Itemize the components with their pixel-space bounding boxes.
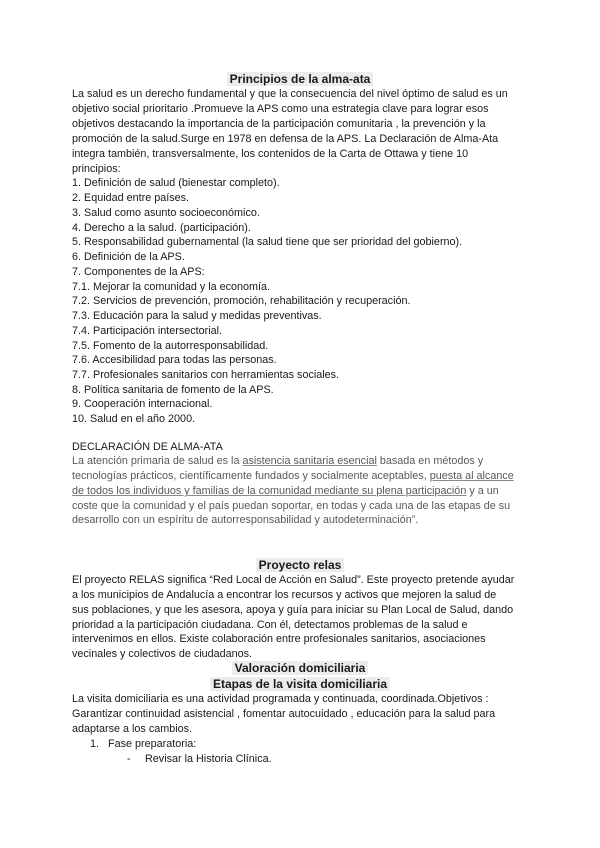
declaration-title: DECLARACIÓN DE ALMA-ATA: [72, 441, 223, 453]
principle-subitem: 7.4. Participación intersectorial.: [72, 325, 223, 337]
principle-item: 2. Equidad entre países.: [72, 192, 190, 204]
declaration-underlined: de todos los individuos y familias de la comunidad mediante su plena participación: [72, 485, 467, 497]
principle-item: 5. Responsabilidad gubernamental (la salud tiene que ser prioridad del gobierno).: [72, 236, 463, 248]
bullet-text: Revisar la Historia Clínica.: [145, 753, 272, 765]
principle-item: 8. Política sanitaria de fomento de la APS.: [72, 384, 274, 396]
step-label: Fase preparatoria:: [108, 738, 197, 750]
section-title-valoracion: Valoración domiciliaria: [0, 661, 600, 675]
declaration-line: de todos los individuos y familias de la comunidad mediante su plena participación y a un: [72, 485, 499, 497]
relas-line: intervenimos en ellos. Existe colaboración entre profesionales sanitarios, asociaciones: [72, 633, 486, 645]
intro-line: principios:: [72, 163, 121, 175]
declaration-line: La atención primaria de salud es la asistencia sanitaria esencial basada en métodos y: [72, 455, 484, 467]
declaration-underlined: puesta al alcance: [429, 470, 514, 482]
declaration-line: coste que la comunidad y el país puedan soportar, en todas y cada una de las etapas de su: [72, 500, 511, 512]
relas-line: a los municipios de Andalucía a encontrar los recursos y activos que mejoren la salud de: [72, 589, 497, 601]
relas-line: vecinales y colectivos de ciudadanos.: [72, 648, 253, 660]
visita-line: adaptarse a los cambios.: [72, 723, 193, 735]
principle-item: 6. Definición de la APS.: [72, 251, 185, 263]
declaration-line: tecnologías prácticos, científicamente fundados y socialmente aceptables, puesta al alcance: [72, 470, 514, 482]
principle-item: 10. Salud en el año 2000.: [72, 413, 196, 425]
principle-item: 9. Cooperación internacional.: [72, 398, 213, 410]
section-subtitle-etapas: Etapas de la visita domiciliaria: [0, 677, 600, 691]
principle-subitem: 7.3. Educación para la salud y medidas preventivas.: [72, 310, 322, 322]
principle-item: 1. Definición de salud (bienestar completo).: [72, 177, 280, 189]
intro-line: La salud es un derecho fundamental y que la consecuencia del nivel óptimo de salud es un: [72, 88, 508, 100]
principle-item: 7. Componentes de la APS:: [72, 266, 205, 278]
principle-item: 3. Salud como asunto socioeconómico.: [72, 207, 260, 219]
visita-line: Garantizar continuidad asistencial , fomentar autocuidado , educación para la salud para: [72, 708, 496, 720]
relas-line: prioridad a la participación ciudadana. Con él, detectamos problemas de la salud e: [72, 619, 468, 631]
principle-item: 4. Derecho a la salud. (participación).: [72, 222, 251, 234]
intro-line: objetivo social prioritario .Promueve la APS como una estrategia clave para lograr esos: [72, 103, 489, 115]
declaration-underlined: asistencia sanitaria esencial: [242, 455, 377, 467]
relas-line: El proyecto RELAS significa “Red Local de Acción en Salud”. Este proyecto pretende ayudar: [72, 574, 515, 586]
section-title-principios: Principios de la alma-ata: [0, 72, 600, 86]
declaration-line: desarrollo con un espíritu de autorresponsabilidad y autodeterminación”.: [72, 514, 419, 526]
intro-line: objetivos destacando la importancia de la participación comunitaria , la prevención y la: [72, 118, 486, 130]
relas-line: sus poblaciones, y que les asesora, apoya y guía para iniciar su Plan Local de Salud, dando: [72, 604, 514, 616]
visita-line: La visita domiciliaria es una actividad programada y continuada, coordinada.Objetivos :: [72, 693, 489, 705]
principle-subitem: 7.1. Mejorar la comunidad y la economía.: [72, 281, 271, 293]
bullet-dash: -: [127, 753, 131, 765]
step-number: 1.: [90, 738, 100, 750]
intro-line: promoción de la salud.Surge en 1978 en defensa de la APS. La Declaración de Alma-Ata: [72, 133, 499, 145]
principle-subitem: 7.7. Profesionales sanitarios con herramientas sociales.: [72, 369, 340, 381]
intro-line: integra también, transversalmente, los contenidos de la Carta de Ottawa y tiene 10: [72, 148, 469, 160]
principle-subitem: 7.2. Servicios de prevención, promoción, rehabilitación y recuperación.: [72, 295, 411, 307]
section-title-relas: Proyecto relas: [0, 558, 600, 572]
principle-subitem: 7.6. Accesibilidad para todas las personas.: [72, 354, 277, 366]
principle-subitem: 7.5. Fomento de la autorresponsabilidad.: [72, 340, 269, 352]
